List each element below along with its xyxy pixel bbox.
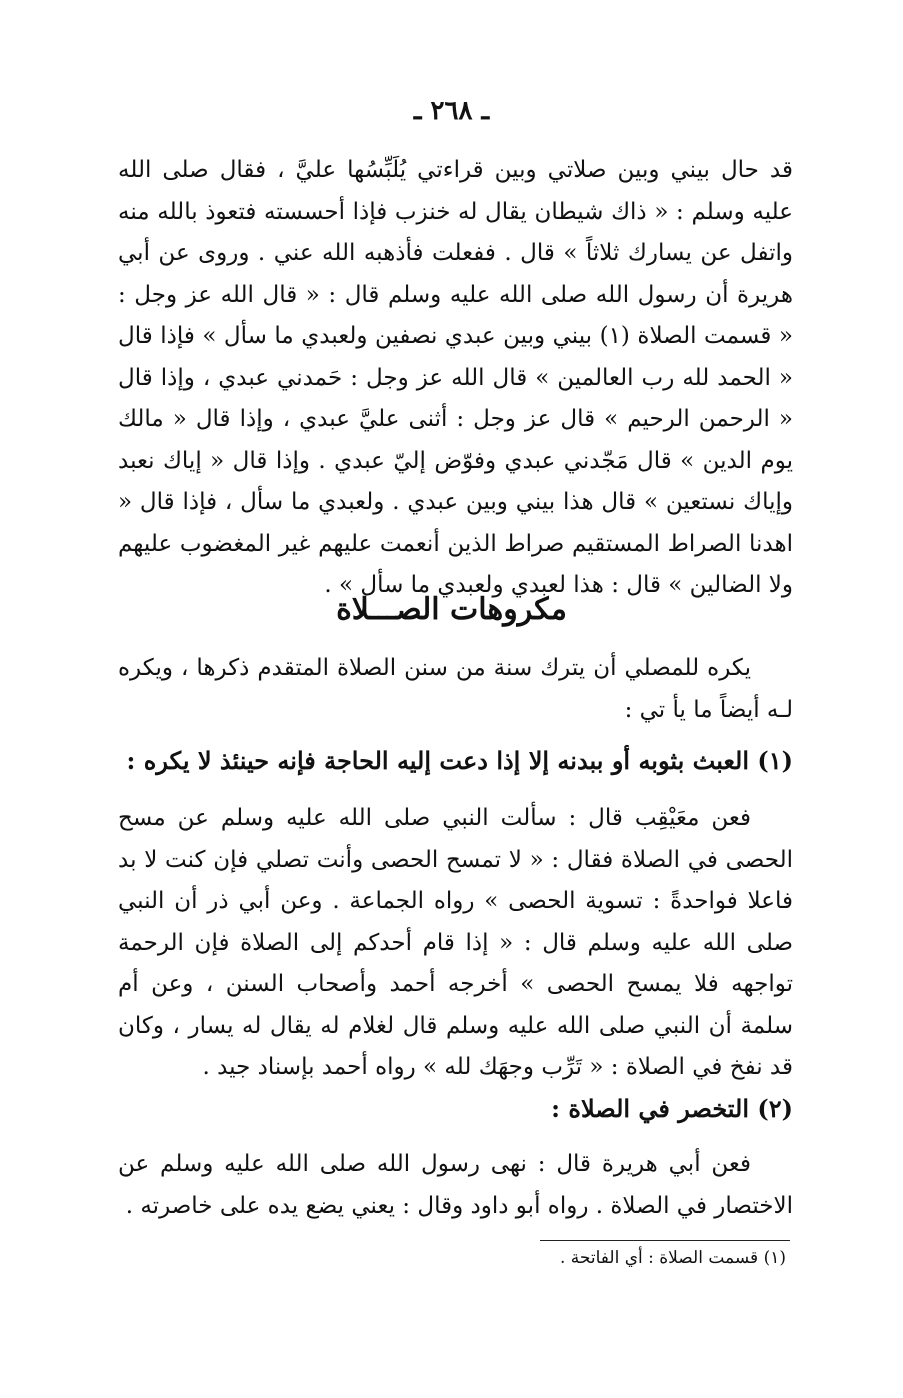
item-heading-1: (١) العبث بثوبه أو ببدنه إلا إذا دعت إليه الحاجة فإنه حينئذ لا يكره : xyxy=(126,746,793,775)
paragraph-text: فعن أبي هريرة قال : نهى رسول الله صلى الله عليه وسلم عن الاختصار في الصلاة . رواه أبو داود وقال : يعني يضع يده على خاصرته . xyxy=(118,1151,793,1219)
item-heading-2: (٢) التخصر في الصلاة : xyxy=(551,1094,793,1123)
item-paragraph-2 xyxy=(118,1144,793,1227)
hadith-paragraph xyxy=(118,150,793,607)
paragraph-text: فعن معَيْقِب قال : سألت النبي صلى الله عليه وسلم عن مسح الحصى في الصلاة فقال : « لا تمسح الحصى وأنت تصلي فإن كنت لا بد فاعلا فواحدةً : تسوية الحصى » رواه الجماعة . وعن أبي ذر أن النبي صلى الله عليه وسلم قال : « إذا قام أحدكم إلى الصلاة فإن الرحمة تواجهه فلا يمسح الحصى » أخرجه أحمد وأصحاب السنن ، وعن أم سلمة أن النبي صلى الله عليه وسلم قال لغلام له يقال له يسار ، وكان قد نفخ في الصلاة : « تَرِّب وجهَك لله » رواه أحمد بإسناد جيد . xyxy=(118,805,793,1080)
footnote: (١) قسمت الصلاة : أي الفاتحة . xyxy=(559,1248,786,1268)
paragraph-text: يكره للمصلي أن يترك سنة من سنن الصلاة المتقدم ذكرها ، ويكره لـه أيضاً ما يأ تي : xyxy=(118,655,793,723)
footnote-divider xyxy=(540,1240,790,1241)
section-title: مكروهات الصـــلاة xyxy=(336,592,567,627)
item-paragraph-1 xyxy=(118,798,793,1089)
page-number: ـ ٢٦٨ ـ xyxy=(413,96,490,126)
intro-paragraph xyxy=(118,648,793,731)
paragraph-text: قد حال بيني وبين صلاتي وبين قراءتي يُلَبِّسُها عليَّ ، فقال صلى الله عليه وسلم : « ذاك شيطان يقال له خنزب فإذا أحسسته فتعوذ بالله منه واتفل عن يسارك ثلاثاً » قال . ففعلت فأذهبه الله عني . وروى عن أبي هريرة أن رسول الله صلى الله عليه وسلم قال : « قال الله عز وجل : « قسمت الصلاة (١) بيني وبين عبدي نصفين ولعبدي ما سأل » فإذا قال « الحمد لله رب العالمين » قال الله عز وجل : حَمدني عبدي ، وإذا قال « الرحمن الرحيم » قال عز وجل : أثنى عليَّ عبدي ، وإذا قال « مالك يوم الدين » قال مَجّدني عبدي وفوّض إليّ عبدي . وإذا قال « إياك نعبد وإياك نستعين » قال هذا بيني وبين عبدي . ولعبدي ما سأل ، فإذا قال « اهدنا الصراط المستقيم صراط الذين أنعمت عليهم غير المغضوب عليهم ولا الضالين » قال : هذا لعبدي ولعبدي ما سأل » . xyxy=(118,157,793,598)
